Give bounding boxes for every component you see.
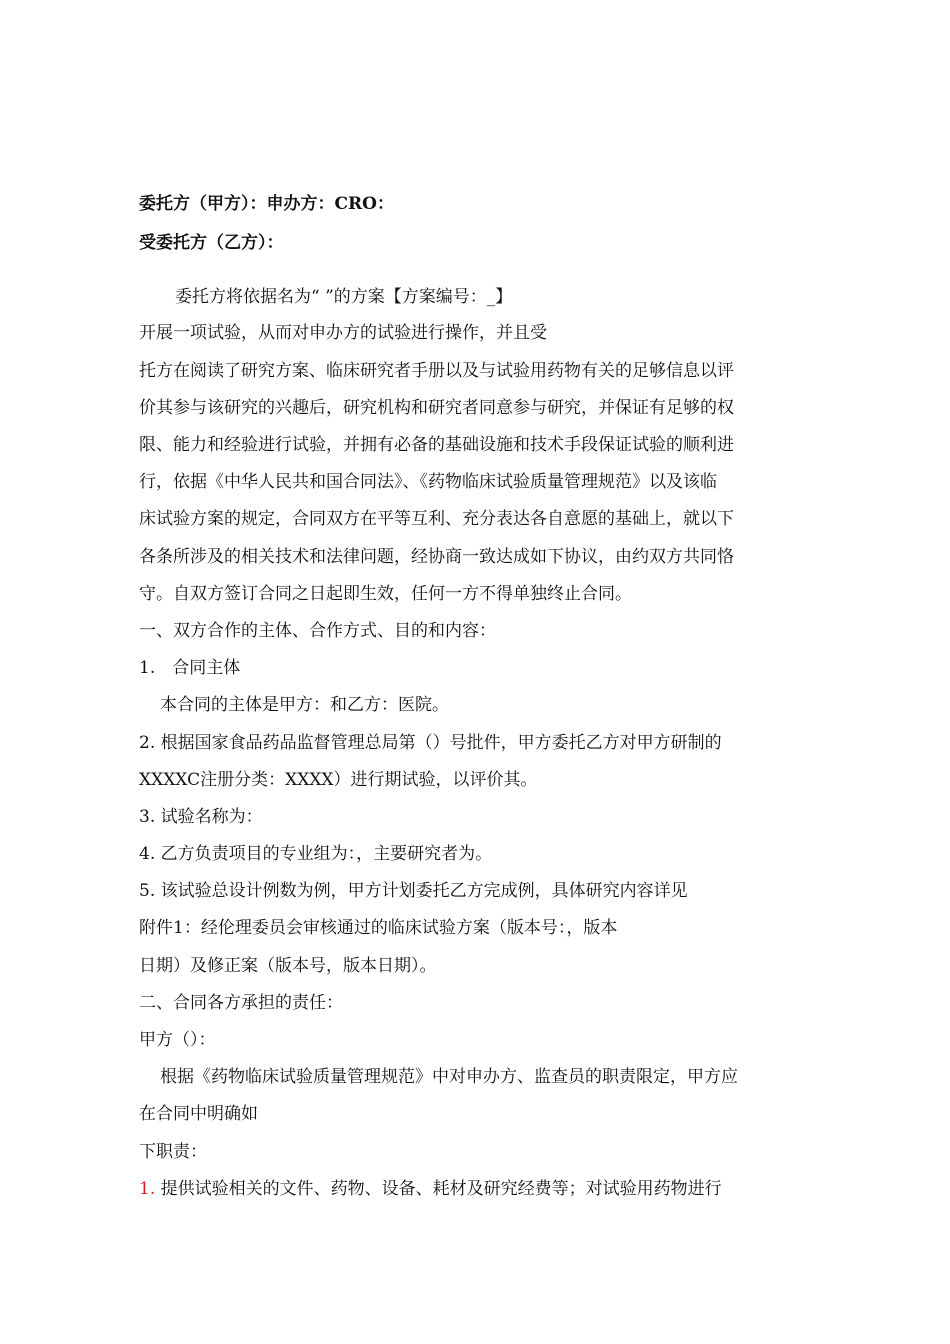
- item-1-heading: 1. 合同主体: [139, 658, 241, 678]
- header-parties-line: 委托方（甲方）：申办方：CRO：: [139, 194, 394, 214]
- attachment-line: 日期）及修正案（版本号，版本日期）。: [139, 956, 437, 976]
- intro-paragraph-line: 委托方将依据名为“ ”的方案【方案编号：_】: [175, 287, 513, 307]
- duty-intro-line: 根据《药物临床试验质量管理规范》中对申办方、监查员的职责限定，甲方应: [160, 1067, 738, 1087]
- intro-paragraph-line: 开展一项试验，从而对申办方的试验进行操作，并且受: [139, 323, 547, 343]
- header-contractee-line: 受委托方（乙方）：: [139, 233, 284, 253]
- duty-intro-line: 下职责：: [139, 1142, 207, 1162]
- item-1-detail: 本合同的主体是甲方：和乙方：医院。: [160, 695, 449, 715]
- duty-1-text: 提供试验相关的文件、药物、设备、耗材及研究经费等；对试验用药物进行: [160, 1179, 722, 1199]
- item-2-line: XXXXC注册分类：XXXX）进行期试验，以评价其。: [139, 770, 538, 790]
- item-3-line: 3. 试验名称为：: [139, 807, 263, 827]
- intro-paragraph-line: 托方在阅读了研究方案、临床研究者手册以及与试验用药物有关的足够信息以评: [139, 361, 734, 381]
- item-5-line: 5. 该试验总设计例数为例，甲方计划委托乙方完成例，具体研究内容详见: [139, 881, 688, 901]
- intro-paragraph-line: 床试验方案的规定，合同双方在平等互利、充分表达各自意愿的基础上，就以下: [139, 509, 734, 529]
- section-1-heading: 一、双方合作的主体、合作方式、目的和内容：: [139, 621, 496, 641]
- intro-paragraph-line: 行，依据《中华人民共和国合同法》、《药物临床试验质量管理规范》以及该临: [139, 472, 717, 492]
- intro-paragraph-line: 限、能力和经验进行试验，并拥有必备的基础设施和技术手段保证试验的顺利进: [139, 435, 734, 455]
- duty-1-number: 1.: [139, 1179, 156, 1199]
- duty-intro-line: 在合同中明确如: [139, 1104, 258, 1124]
- party-a-label: 甲方（）：: [139, 1030, 216, 1050]
- intro-paragraph-line: 价其参与该研究的兴趣后，研究机构和研究者同意参与研究，并保证有足够的权: [139, 398, 734, 418]
- section-2-heading: 二、合同各方承担的责任：: [139, 993, 343, 1013]
- attachment-line: 附件1：经伦理委员会审核通过的临床试验方案（版本号：，版本: [139, 918, 618, 938]
- duty-1-line: [139, 1178, 829, 1200]
- item-2-line: 2. 根据国家食品药品监督管理总局第（）号批件，甲方委托乙方对甲方研制的: [139, 733, 722, 753]
- item-4-line: 4. 乙方负责项目的专业组为：，主要研究者为。: [139, 844, 493, 864]
- intro-paragraph-line: 守。自双方签订合同之日起即生效，任何一方不得单独终止合同。: [139, 584, 632, 604]
- intro-paragraph-line: 各条所涉及的相关技术和法律问题，经协商一致达成如下协议，由约双方共同恪: [139, 547, 734, 567]
